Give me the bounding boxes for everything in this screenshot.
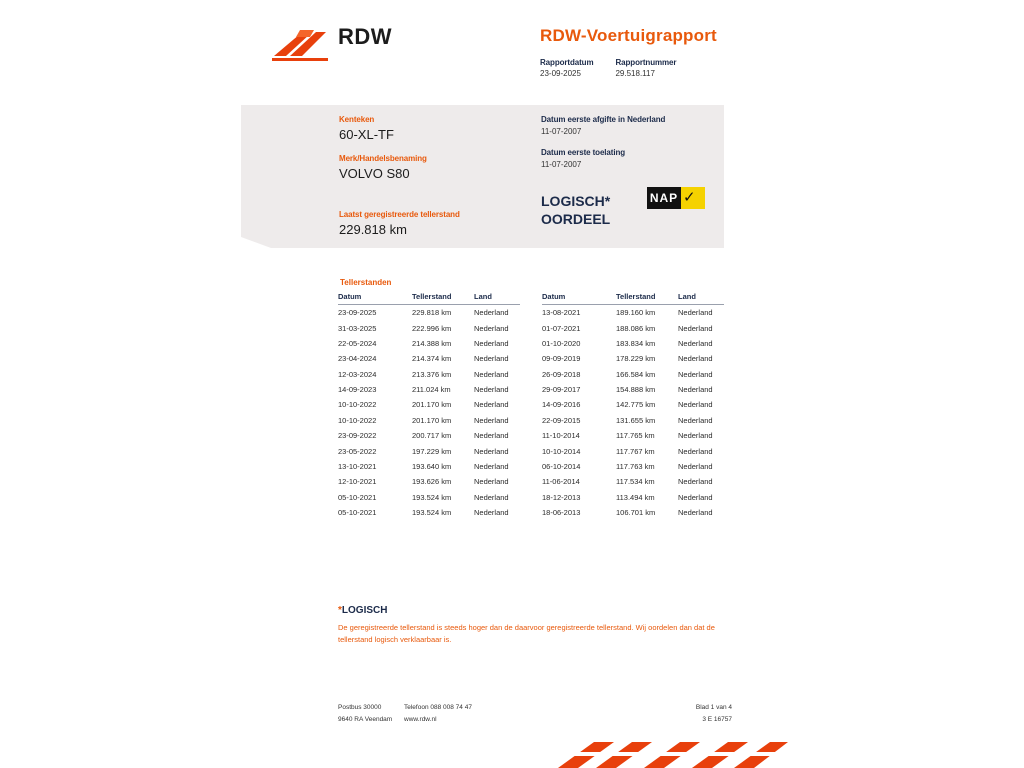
kenteken-block — [339, 115, 519, 142]
table-row — [338, 443, 520, 458]
cell-datum: 13-10-2021 — [338, 461, 377, 471]
cell-datum: 26-09-2018 — [542, 369, 581, 379]
cell-tellerstand: 214.388 km — [412, 338, 452, 348]
report-number-label: Rapportnummer — [615, 58, 677, 67]
footer-address-line-2: 9640 RA Veendam — [338, 716, 393, 724]
nap-label: NAP — [647, 187, 681, 209]
cell-tellerstand: 211.024 km — [412, 385, 451, 395]
eerste-afgifte-block — [541, 115, 721, 136]
column-header-tellerstand: Tellerstand — [412, 292, 474, 305]
cell-tellerstand: 154.888 km — [616, 385, 656, 395]
footer-row-1 — [338, 702, 732, 714]
table-row — [542, 443, 724, 458]
eerste-toelating-value: 11-07-2007 — [541, 160, 582, 169]
merk-block — [339, 154, 519, 181]
cell-datum: 18-06-2013 — [542, 508, 581, 518]
table-row — [338, 490, 520, 505]
table-row — [338, 382, 520, 397]
footnote-body: De geregistreerde tellerstand is steeds hoger dan de daarvoor geregistreerde tellerstand. Wij oordelen dan dat de tellerstand logisch verklaarbaar is. — [338, 623, 715, 644]
eerste-afgifte-value: 11-07-2007 — [541, 127, 582, 136]
cell-land: Nederland — [474, 354, 509, 364]
column-header-datum: Datum — [338, 292, 412, 305]
table-row — [542, 474, 724, 489]
judgement-block — [541, 193, 610, 228]
table-row — [338, 505, 520, 520]
cell-datum: 05-10-2021 — [338, 508, 377, 518]
footnote-title — [338, 605, 387, 616]
last-odometer-block — [339, 210, 460, 237]
summary-right-column — [541, 115, 721, 181]
nap-check-icon: ✓ — [683, 189, 696, 206]
table-row — [338, 367, 520, 382]
table-row — [338, 320, 520, 335]
cell-datum: 29-09-2017 — [542, 385, 581, 395]
table-row — [338, 413, 520, 428]
summary-left-column — [339, 115, 519, 193]
cell-datum: 12-03-2024 — [338, 369, 377, 379]
cell-land: Nederland — [474, 477, 509, 487]
cell-land: Nederland — [474, 400, 509, 410]
cell-land: Nederland — [474, 415, 509, 425]
cell-tellerstand: 193.640 km — [412, 461, 452, 471]
footnote-star: * — [338, 605, 342, 616]
cell-tellerstand: 178.229 km — [616, 354, 656, 364]
cell-datum: 23-05-2022 — [338, 446, 377, 456]
cell-land: Nederland — [474, 338, 509, 348]
cell-land: Nederland — [678, 415, 713, 425]
cell-tellerstand: 189.160 km — [616, 308, 656, 318]
cell-tellerstand: 197.229 km — [412, 446, 452, 456]
cell-tellerstand: 193.524 km — [412, 508, 452, 518]
table-row — [338, 336, 520, 351]
footer-row-2 — [338, 714, 732, 726]
cell-datum: 22-09-2015 — [542, 415, 581, 425]
cell-land: Nederland — [474, 308, 509, 318]
table-row — [338, 397, 520, 412]
odometer-table-left — [338, 292, 520, 520]
table-row — [338, 305, 520, 321]
table-row — [338, 474, 520, 489]
cell-datum: 10-10-2022 — [338, 400, 377, 410]
page-title: RDW-Voertuigrapport — [540, 26, 717, 45]
report-meta — [540, 58, 676, 78]
cell-tellerstand: 183.834 km — [616, 338, 656, 348]
cell-tellerstand: 166.584 km — [616, 369, 656, 379]
cell-land: Nederland — [678, 477, 713, 487]
table-row — [542, 413, 724, 428]
cell-tellerstand: 106.701 km — [616, 508, 656, 518]
cell-land: Nederland — [474, 446, 509, 456]
cell-datum: 10-10-2014 — [542, 446, 581, 456]
cell-land: Nederland — [474, 369, 509, 379]
footnote-title-text: LOGISCH — [341, 605, 388, 616]
eerste-toelating-label: Datum eerste toelating — [541, 148, 626, 157]
cell-datum: 11-10-2014 — [542, 431, 580, 441]
cell-datum: 31-03-2025 — [338, 323, 377, 333]
last-odometer-value: 229.818 km — [339, 222, 407, 237]
eerste-afgifte-label: Datum eerste afgifte in Nederland — [541, 115, 666, 124]
cell-land: Nederland — [474, 323, 509, 333]
cell-land: Nederland — [678, 508, 713, 518]
brand-name: RDW — [338, 24, 393, 49]
cell-land: Nederland — [474, 385, 509, 395]
cell-land: Nederland — [474, 508, 509, 518]
page-footer — [338, 702, 732, 727]
table-row — [542, 397, 724, 412]
table-row — [542, 428, 724, 443]
table-row — [542, 505, 724, 520]
judgement-line-1: LOGISCH* — [541, 193, 611, 209]
cell-tellerstand: 213.376 km — [412, 369, 452, 379]
column-header-datum: Datum — [542, 292, 616, 305]
table-row — [542, 367, 724, 382]
cell-tellerstand: 117.534 km — [616, 477, 655, 487]
column-header-land: Land — [474, 292, 520, 305]
cell-land: Nederland — [678, 446, 713, 456]
cell-tellerstand: 188.086 km — [616, 323, 656, 333]
column-header-land: Land — [678, 292, 724, 305]
odometer-section-title: Tellerstanden — [340, 278, 392, 287]
table-row — [542, 336, 724, 351]
cell-tellerstand: 113.494 km — [616, 492, 655, 502]
cell-land: Nederland — [678, 338, 713, 348]
cell-datum: 12-10-2021 — [338, 477, 377, 487]
report-number-value: 29.518.117 — [615, 69, 655, 78]
column-header-tellerstand: Tellerstand — [616, 292, 678, 305]
cell-datum: 22-05-2024 — [338, 338, 377, 348]
cell-tellerstand: 117.767 km — [616, 446, 655, 456]
cell-land: Nederland — [678, 354, 713, 364]
footer-website[interactable]: www.rdw.nl — [404, 716, 437, 724]
cell-tellerstand: 193.524 km — [412, 492, 452, 502]
cell-tellerstand: 131.655 km — [616, 415, 656, 425]
rdw-arrow-logo-icon — [270, 26, 332, 62]
table-header-row — [338, 292, 520, 305]
nap-badge — [647, 187, 705, 209]
cell-tellerstand: 200.717 km — [412, 431, 452, 441]
cell-datum: 23-09-2025 — [338, 308, 377, 318]
cell-land: Nederland — [678, 431, 713, 441]
cell-datum: 14-09-2016 — [542, 400, 581, 410]
cell-datum: 09-09-2019 — [542, 354, 581, 364]
report-date-block — [540, 58, 593, 78]
report-date-label: Rapportdatum — [540, 58, 594, 67]
cell-tellerstand: 117.763 km — [616, 461, 655, 471]
cell-datum: 23-09-2022 — [338, 431, 377, 441]
table-row — [338, 459, 520, 474]
cell-datum: 01-10-2020 — [542, 338, 581, 348]
last-odometer-label: Laatst geregistreerde tellerstand — [339, 210, 460, 219]
merk-label: Merk/Handelsbenaming — [339, 154, 427, 163]
cell-land: Nederland — [678, 323, 713, 333]
cell-datum: 10-10-2022 — [338, 415, 377, 425]
cell-land: Nederland — [474, 431, 509, 441]
table-row — [542, 351, 724, 366]
table-row — [542, 382, 724, 397]
judgement-line-2: OORDEEL — [541, 210, 611, 227]
cell-land: Nederland — [678, 308, 713, 318]
eerste-toelating-block — [541, 148, 721, 169]
report-number-block — [615, 58, 676, 78]
cell-land: Nederland — [678, 492, 713, 502]
footer-page-number: Blad 1 van 4 — [695, 704, 732, 711]
cell-tellerstand: 201.170 km — [412, 415, 452, 425]
footer-code: 3 E 16757 — [702, 716, 732, 724]
cell-tellerstand: 229.818 km — [412, 308, 452, 318]
kenteken-label: Kenteken — [339, 115, 375, 124]
report-date-value: 23-09-2025 — [540, 69, 581, 78]
cell-tellerstand: 214.374 km — [412, 354, 452, 364]
cell-tellerstand: 142.775 km — [616, 400, 656, 410]
cell-datum: 05-10-2021 — [338, 492, 377, 502]
table-row — [338, 428, 520, 443]
cell-land: Nederland — [678, 369, 713, 379]
kenteken-value: 60-XL-TF — [339, 127, 394, 142]
cell-datum: 11-06-2014 — [542, 477, 580, 487]
rdw-footer-graphic-icon — [548, 740, 788, 768]
cell-datum: 18-12-2013 — [542, 492, 581, 502]
cell-datum: 06-10-2014 — [542, 461, 581, 471]
cell-tellerstand: 117.765 km — [616, 431, 655, 441]
cell-land: Nederland — [678, 461, 713, 471]
merk-value: VOLVO S80 — [339, 166, 410, 181]
cell-datum: 23-04-2024 — [338, 354, 377, 364]
cell-tellerstand: 201.170 km — [412, 400, 452, 410]
vehicle-summary-panel — [241, 105, 724, 248]
table-header-row — [542, 292, 724, 305]
footer-address-line-1: Postbus 30000 — [338, 704, 382, 711]
table-row — [542, 305, 724, 321]
table-row — [542, 320, 724, 335]
cell-datum: 01-07-2021 — [542, 323, 581, 333]
cell-land: Nederland — [678, 385, 713, 395]
odometer-table-right — [542, 292, 724, 520]
cell-datum: 13-08-2021 — [542, 308, 581, 318]
cell-tellerstand: 193.626 km — [412, 477, 452, 487]
table-row — [542, 459, 724, 474]
cell-land: Nederland — [474, 492, 509, 502]
footer-phone: Telefoon 088 008 74 47 — [404, 704, 472, 711]
cell-land: Nederland — [474, 461, 509, 471]
cell-tellerstand: 222.996 km — [412, 323, 452, 333]
cell-land: Nederland — [678, 400, 713, 410]
cell-datum: 14-09-2023 — [338, 385, 377, 395]
table-row — [542, 490, 724, 505]
table-row — [338, 351, 520, 366]
